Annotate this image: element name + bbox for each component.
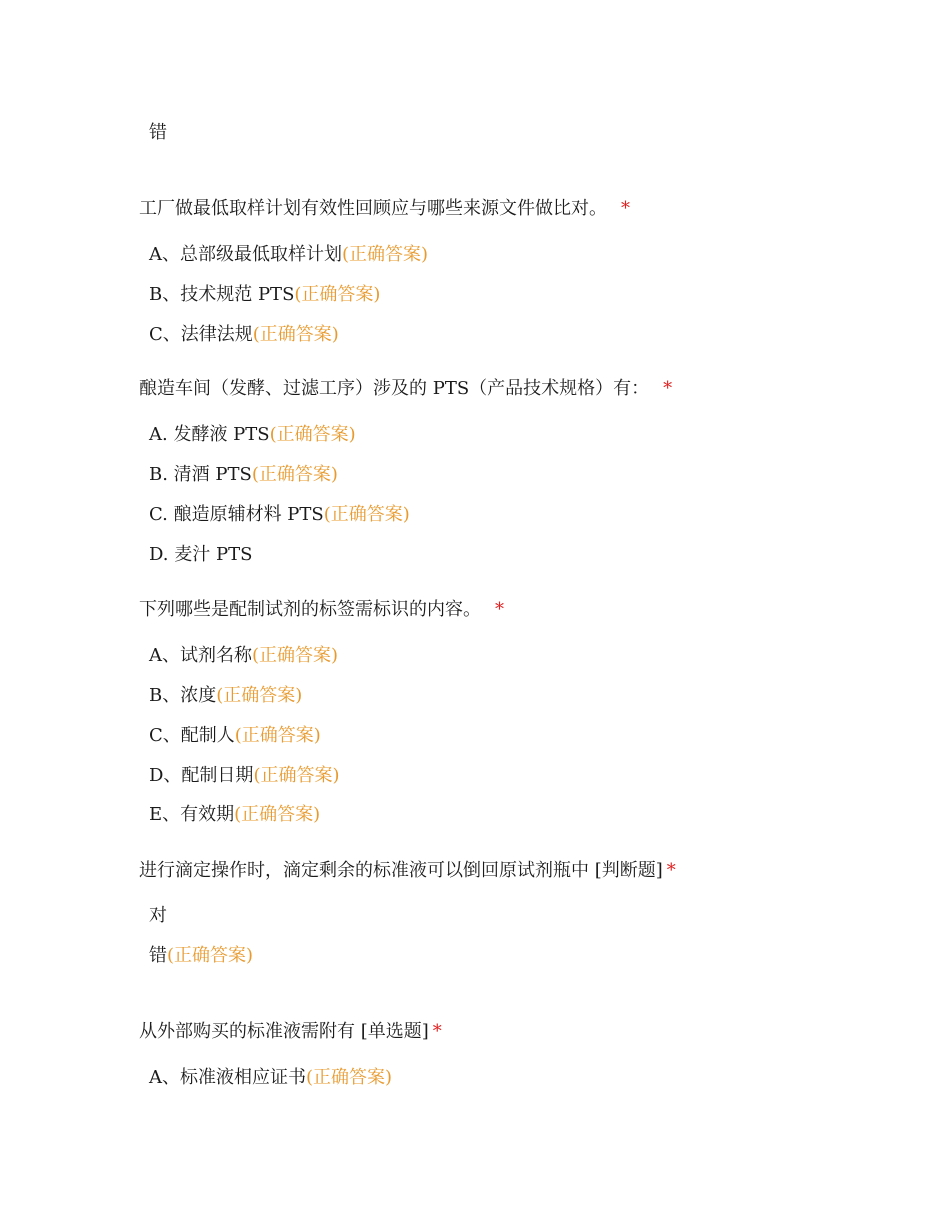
correct-answer-tag: (正确答案) bbox=[294, 284, 381, 305]
option-text: D. 麦汁 PTS bbox=[149, 544, 253, 565]
correct-answer-tag: (正确答案) bbox=[253, 765, 340, 786]
question-text: 进行滴定操作时，滴定剩余的标准液可以倒回原试剂瓶中 [判断题] bbox=[139, 860, 663, 881]
q1-option-b[interactable] bbox=[149, 283, 380, 307]
q2-option-c[interactable] bbox=[149, 503, 410, 527]
q2-option-d[interactable] bbox=[149, 543, 252, 567]
question-text: 工厂做最低取样计划有效性回顾应与哪些来源文件做比对。 bbox=[139, 198, 607, 219]
question-5-title bbox=[139, 1020, 442, 1044]
option-text: A、试剂名称 bbox=[149, 645, 252, 666]
option-text: 对 bbox=[149, 905, 167, 926]
q2-option-a[interactable] bbox=[149, 423, 356, 447]
option-text: B、技术规范 PTS bbox=[149, 284, 295, 305]
option-text: D、配制日期 bbox=[149, 765, 254, 786]
question-2-title bbox=[139, 377, 672, 401]
question-4-title bbox=[139, 859, 676, 883]
required-star: * bbox=[666, 860, 676, 881]
correct-answer-tag: (正确答案) bbox=[306, 1067, 393, 1088]
required-star: * bbox=[432, 1021, 442, 1042]
option-text: E、有效期 bbox=[149, 804, 235, 825]
q1-option-a[interactable] bbox=[149, 243, 428, 267]
correct-answer-tag: (正确答案) bbox=[252, 645, 339, 666]
q5-option-a[interactable] bbox=[149, 1066, 392, 1090]
correct-answer-tag: (正确答案) bbox=[251, 464, 338, 485]
correct-answer-tag: (正确答案) bbox=[269, 424, 356, 445]
correct-answer-tag: (正确答案) bbox=[216, 685, 303, 706]
question-text: 下列哪些是配制试剂的标签需标识的内容。 bbox=[139, 599, 481, 620]
option-text: C、配制人 bbox=[149, 725, 235, 746]
correct-answer-tag: (正确答案) bbox=[167, 945, 254, 966]
required-star: * bbox=[621, 198, 630, 219]
question-text: 从外部购买的标准液需附有 [单选题] bbox=[139, 1021, 429, 1042]
option-text: A、标准液相应证书 bbox=[149, 1067, 306, 1088]
q1-option-c[interactable] bbox=[149, 323, 339, 347]
option-text: C、法律法规 bbox=[149, 324, 253, 345]
q3-option-d[interactable] bbox=[149, 764, 339, 788]
option-text: B. 清酒 PTS bbox=[149, 464, 252, 485]
option-top bbox=[149, 121, 167, 145]
q3-option-b[interactable] bbox=[149, 684, 302, 708]
question-text: 酿造车间（发酵、过滤工序）涉及的 PTS（产品技术规格）有： bbox=[139, 378, 650, 399]
option-text: A、总部级最低取样计划 bbox=[149, 244, 342, 265]
required-star: * bbox=[495, 599, 504, 620]
correct-answer-tag: (正确答案) bbox=[234, 804, 321, 825]
q3-option-e[interactable] bbox=[149, 803, 320, 827]
q3-option-a[interactable] bbox=[149, 644, 338, 668]
correct-answer-tag: (正确答案) bbox=[252, 324, 339, 345]
correct-answer-tag: (正确答案) bbox=[323, 504, 410, 525]
q2-option-b[interactable] bbox=[149, 463, 338, 487]
option-text: A. 发酵液 PTS bbox=[149, 424, 270, 445]
option-text: 错 bbox=[149, 945, 167, 966]
correct-answer-tag: (正确答案) bbox=[234, 725, 321, 746]
question-3-title bbox=[139, 598, 504, 622]
option-text: C. 酿造原辅材料 PTS bbox=[149, 504, 324, 525]
question-1-title bbox=[139, 197, 630, 221]
q3-option-c[interactable] bbox=[149, 724, 321, 748]
correct-answer-tag: (正确答案) bbox=[342, 244, 429, 265]
option-text: 错 bbox=[149, 122, 167, 143]
q4-option-false[interactable] bbox=[149, 944, 253, 968]
option-text: B、浓度 bbox=[149, 685, 217, 706]
required-star: * bbox=[663, 378, 673, 399]
q4-option-true[interactable] bbox=[149, 904, 167, 928]
